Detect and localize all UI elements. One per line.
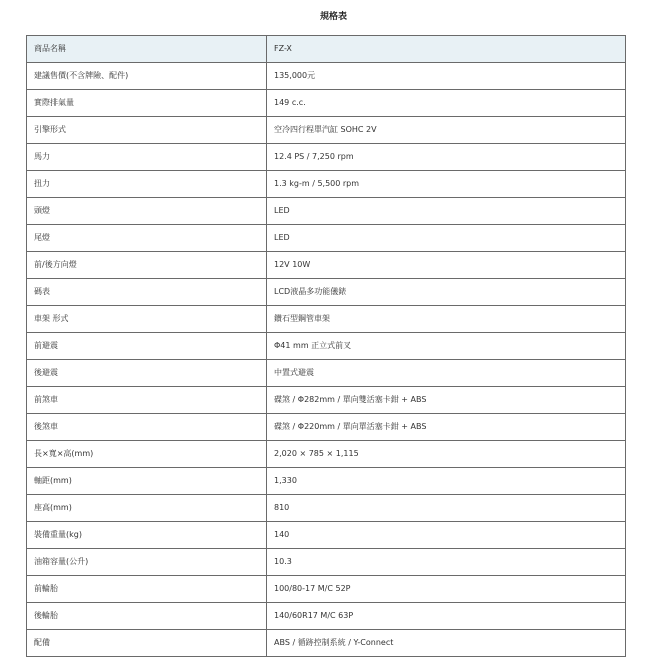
spec-value-cell: 100/80-17 M/C 52P: [267, 576, 626, 603]
table-row: [27, 90, 626, 117]
spec-value-cell: LED: [267, 225, 626, 252]
spec-name-cell: 裝備重量(kg): [27, 522, 267, 549]
table-row: [27, 279, 626, 306]
spec-value-cell: LED: [267, 198, 626, 225]
spec-value-cell: ABS / 循跡控制系統 / Y-Connect: [267, 630, 626, 657]
spec-name-cell: 後輪胎: [27, 603, 267, 630]
spec-value-cell: 140: [267, 522, 626, 549]
table-row: [27, 144, 626, 171]
spec-value-cell: 碟煞 / Φ220mm / 單向單活塞卡鉗 + ABS: [267, 414, 626, 441]
table-row: [27, 441, 626, 468]
spec-name-cell: 前避震: [27, 333, 267, 360]
spec-value-cell: 1.3 kg-m / 5,500 rpm: [267, 171, 626, 198]
table-row: [27, 333, 626, 360]
spec-value-cell: Φ41 mm 正立式前叉: [267, 333, 626, 360]
spec-name-cell: 油箱容量(公升): [27, 549, 267, 576]
spec-value-cell: 10.3: [267, 549, 626, 576]
spec-name-cell: 尾燈: [27, 225, 267, 252]
spec-value-cell: 2,020 × 785 × 1,115: [267, 441, 626, 468]
spec-name-cell: 引擎形式: [27, 117, 267, 144]
page-title: 規格表: [319, 12, 347, 22]
spec-name-cell: 前煞車: [27, 387, 267, 414]
spec-name-cell: 前/後方向燈: [27, 252, 267, 279]
table-row: [27, 495, 626, 522]
table-row: [27, 414, 626, 441]
table-row: [27, 63, 626, 90]
spec-value-cell: 149 c.c.: [267, 90, 626, 117]
header-value-cell: FZ-X: [267, 36, 626, 63]
spec-value-cell: 12V 10W: [267, 252, 626, 279]
table-row: [27, 117, 626, 144]
table-row: [27, 576, 626, 603]
table-row: [27, 549, 626, 576]
spec-table: [26, 35, 626, 657]
header-name-cell: 商品名稱: [27, 36, 267, 63]
spec-value-cell: 中置式避震: [267, 360, 626, 387]
spec-value-cell: 碟煞 / Φ282mm / 單向雙活塞卡鉗 + ABS: [267, 387, 626, 414]
spec-name-cell: 頭燈: [27, 198, 267, 225]
table-row: [27, 198, 626, 225]
table-row: [27, 360, 626, 387]
spec-name-cell: 後避震: [27, 360, 267, 387]
table-row: [27, 630, 626, 657]
spec-name-cell: 配備: [27, 630, 267, 657]
spec-name-cell: 前輪胎: [27, 576, 267, 603]
table-row: [27, 252, 626, 279]
spec-name-cell: 軸距(mm): [27, 468, 267, 495]
spec-name-cell: 馬力: [27, 144, 267, 171]
table-row: [27, 468, 626, 495]
spec-value-cell: 810: [267, 495, 626, 522]
spec-name-cell: 實際排氣量: [27, 90, 267, 117]
table-row: [27, 603, 626, 630]
spec-value-cell: 鑽石型鋼管車架: [267, 306, 626, 333]
spec-name-cell: 後煞車: [27, 414, 267, 441]
table-row: [27, 306, 626, 333]
table-row: [27, 171, 626, 198]
spec-value-cell: 12.4 PS / 7,250 rpm: [267, 144, 626, 171]
table-row: [27, 522, 626, 549]
table-row: [27, 225, 626, 252]
spec-value-cell: LCD液晶多功能儀錶: [267, 279, 626, 306]
spec-name-cell: 車架 形式: [27, 306, 267, 333]
spec-name-cell: 座高(mm): [27, 495, 267, 522]
spec-value-cell: 空冷四行程單汽缸 SOHC 2V: [267, 117, 626, 144]
spec-name-cell: 長×寬×高(mm): [27, 441, 267, 468]
spec-name-cell: 碼表: [27, 279, 267, 306]
table-header-row: [27, 36, 626, 63]
spec-value-cell: 1,330: [267, 468, 626, 495]
spec-value-cell: 140/60R17 M/C 63P: [267, 603, 626, 630]
spec-name-cell: 建議售價(不含牌險、配件): [27, 63, 267, 90]
spec-value-cell: 135,000元: [267, 63, 626, 90]
spec-name-cell: 扭力: [27, 171, 267, 198]
table-row: [27, 387, 626, 414]
